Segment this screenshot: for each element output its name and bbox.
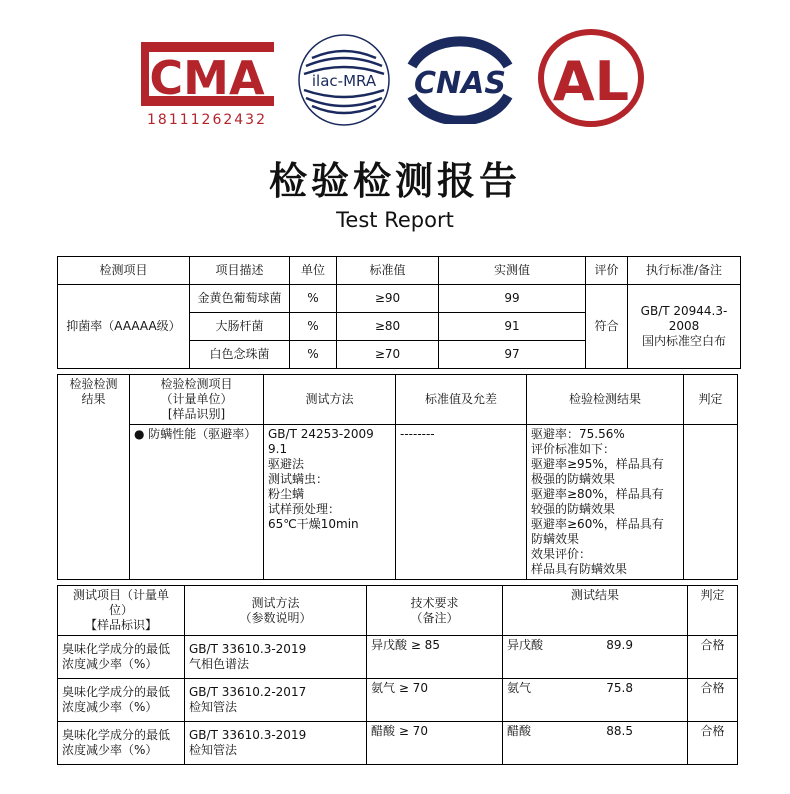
header-cell: 执行标准/备注 bbox=[628, 257, 741, 285]
header-cell: 项目描述 bbox=[190, 257, 290, 285]
measured-value: 97 bbox=[439, 341, 586, 369]
al-logo bbox=[536, 28, 646, 128]
test-item: 抑菌率（AAAAA级） bbox=[58, 285, 190, 369]
header-cell: 检验检测结果 bbox=[527, 375, 684, 425]
test-method: GB/T 33610.2-2017 检知管法 bbox=[185, 679, 367, 722]
header-cell: 标准值 bbox=[337, 257, 439, 285]
standard-value: ≥70 bbox=[337, 341, 439, 369]
unit: % bbox=[290, 313, 337, 341]
result-name: 异戊酸 bbox=[507, 638, 544, 652]
header-cell: 技术要求 （备注） bbox=[367, 586, 503, 636]
requirement: 醋酸 ≥ 70 bbox=[367, 722, 503, 765]
header-cell: 检验检测项目 （计量单位） [样品识别] bbox=[130, 375, 264, 425]
report-subtitle: Test Report bbox=[336, 208, 454, 232]
judgement: 合格 bbox=[688, 636, 738, 679]
svg-text:AL: AL bbox=[552, 50, 630, 113]
header-cell: 判定 bbox=[684, 375, 738, 425]
standard-value: ≥90 bbox=[337, 285, 439, 313]
header-cell: 判定 bbox=[688, 586, 738, 636]
judgement bbox=[684, 425, 738, 580]
test-method: GB/T 33610.3-2019 检知管法 bbox=[185, 722, 367, 765]
result-label: 检验检测 结果 bbox=[58, 375, 130, 580]
header-cell: 测试方法 （参数说明） bbox=[185, 586, 367, 636]
table-row bbox=[58, 285, 741, 313]
header-cell: 标准值及允差 bbox=[396, 375, 527, 425]
report-title: 检验检测报告 bbox=[268, 159, 521, 203]
test-item: ● 防螨性能（驱避率） bbox=[130, 425, 264, 580]
result-value: 75.8 bbox=[606, 681, 633, 695]
test-method: GB/T 33610.3-2019 气相色谱法 bbox=[185, 636, 367, 679]
table-row bbox=[58, 425, 738, 580]
header-cell: 测试方法 bbox=[264, 375, 396, 425]
unit: % bbox=[290, 285, 337, 313]
header-cell: 评价 bbox=[586, 257, 628, 285]
table-header-row bbox=[58, 257, 741, 285]
test-result bbox=[503, 679, 688, 722]
test-result bbox=[503, 636, 688, 679]
unit: % bbox=[290, 341, 337, 369]
svg-text:ilac-MRA: ilac-MRA bbox=[311, 72, 377, 90]
judgement: 合格 bbox=[688, 722, 738, 765]
test-method: GB/T 24253-2009 9.1 驱避法 测试螨虫： 粉尘螨 试样预处理： 65℃干燥10min bbox=[264, 425, 396, 580]
svg-text:CMA: CMA bbox=[149, 51, 265, 105]
measured-value: 99 bbox=[439, 285, 586, 313]
test-item: 臭味化学成分的最低 浓度减少率（%） bbox=[58, 679, 185, 722]
result-value: 88.5 bbox=[606, 724, 633, 738]
measured-value: 91 bbox=[439, 313, 586, 341]
table-row bbox=[58, 722, 738, 765]
requirement: 氨气 ≥ 70 bbox=[367, 679, 503, 722]
test-result bbox=[503, 722, 688, 765]
test-item: 臭味化学成分的最低 浓度减少率（%） bbox=[58, 722, 185, 765]
test-item: 臭味化学成分的最低 浓度减少率（%） bbox=[58, 636, 185, 679]
antibacterial-table bbox=[57, 256, 741, 369]
svg-text:CNAS: CNAS bbox=[414, 66, 506, 101]
header-cell: 实测值 bbox=[439, 257, 586, 285]
odor-reduction-table bbox=[57, 585, 738, 765]
item-desc: 白色念珠菌 bbox=[190, 341, 290, 369]
item-desc: 金黄色葡萄球菌 bbox=[190, 285, 290, 313]
judgement: 合格 bbox=[688, 679, 738, 722]
tolerance: -------- bbox=[396, 425, 527, 580]
anti-mite-table bbox=[57, 374, 738, 580]
result-value: 89.9 bbox=[606, 638, 633, 652]
header-cell: 单位 bbox=[290, 257, 337, 285]
result-name: 氨气 bbox=[507, 681, 532, 695]
header-cell: 检测项目 bbox=[58, 257, 190, 285]
header-cell: 测试项目（计量单位） 【样品标识】 bbox=[58, 586, 185, 636]
test-result: 驱避率：75.56% 评价标准如下： 驱避率≥95%，样品具有 极强的防螨效果 驱避率≥80%，样品具有 较强的防螨效果 驱避率≥60%，样品具有 防螨效果 效果评价： 样品具有防螨效果 bbox=[527, 425, 684, 580]
table-header-row bbox=[58, 586, 738, 636]
ilac-mra-logo bbox=[296, 32, 392, 128]
table-row bbox=[58, 636, 738, 679]
logo-bar bbox=[0, 28, 790, 128]
result-name: 醋酸 bbox=[507, 724, 532, 738]
evaluation: 符合 bbox=[586, 285, 628, 369]
standard-value: ≥80 bbox=[337, 313, 439, 341]
cma-logo bbox=[135, 36, 280, 126]
table-header-row bbox=[58, 375, 738, 425]
svg-text:18111262432: 18111262432 bbox=[147, 112, 267, 126]
header-cell: 测试结果 bbox=[503, 586, 688, 636]
requirement: 异戊酸 ≥ 85 bbox=[367, 636, 503, 679]
table-row bbox=[58, 679, 738, 722]
standard-note: GB/T 20944.3-2008 国内标准空白布 bbox=[628, 285, 741, 369]
item-desc: 大肠杆菌 bbox=[190, 313, 290, 341]
cnas-logo bbox=[400, 36, 520, 124]
